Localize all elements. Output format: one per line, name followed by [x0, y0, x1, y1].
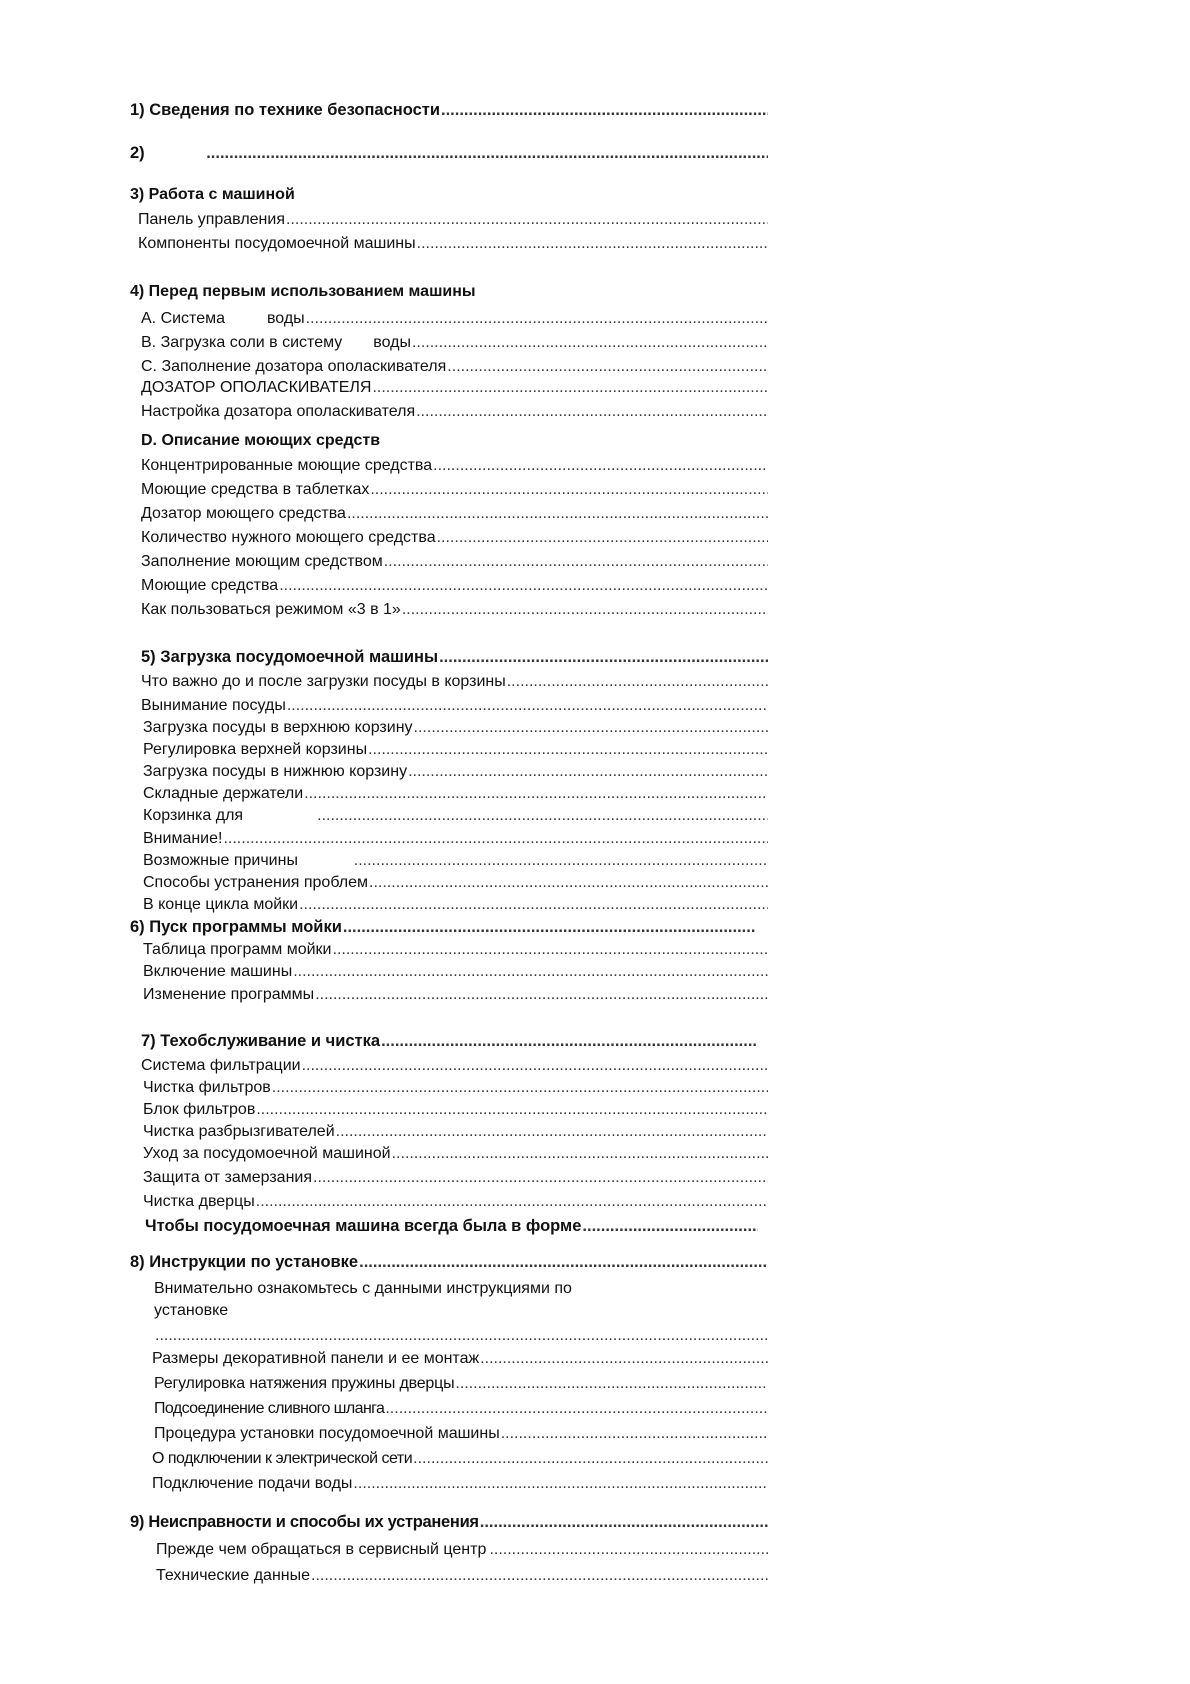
dot-leader — [385, 1399, 768, 1419]
toc-section-6-label: 6) Пуск программы мойки — [130, 918, 342, 936]
dot-leader — [433, 456, 768, 476]
dot-leader — [354, 851, 768, 871]
toc-section-3[interactable] — [130, 185, 295, 205]
dot-leader — [343, 917, 755, 937]
dot-leader — [447, 357, 768, 377]
dot-leader — [306, 309, 768, 329]
toc-item[interactable] — [138, 234, 768, 254]
toc-item-label: Загрузка посуды в верхнюю корзину — [143, 719, 413, 736]
dot-leader — [384, 552, 768, 572]
toc-item-label: Чистка фильтров — [143, 1079, 271, 1096]
toc-item[interactable] — [141, 402, 768, 422]
toc-item[interactable] — [141, 672, 768, 692]
toc-item-multiline-cont — [154, 1301, 228, 1321]
dot-leader — [317, 806, 768, 826]
toc-item-label: Подсоединение сливного шланга — [154, 1400, 385, 1417]
toc-item-label: В конце цикла мойки — [143, 896, 299, 913]
dot-leader — [381, 1031, 758, 1051]
dot-leader — [286, 210, 768, 230]
toc-item[interactable] — [141, 378, 768, 398]
dot-leader — [302, 1056, 768, 1076]
toc-section-9-label: 9) Неисправности и способы их устранения — [130, 1513, 479, 1531]
toc-item-label-cont: воды — [266, 310, 305, 327]
toc-item[interactable] — [143, 962, 768, 982]
toc-item[interactable] — [143, 873, 768, 893]
toc-item-label: A. Система — [141, 310, 225, 327]
toc-item[interactable] — [143, 1078, 768, 1098]
toc-section-6[interactable] — [130, 917, 755, 937]
dot-leader — [336, 1122, 768, 1142]
toc-item[interactable] — [143, 940, 768, 960]
toc-item[interactable] — [156, 1540, 768, 1560]
toc-item[interactable] — [141, 552, 768, 572]
toc-item[interactable] — [154, 1374, 768, 1394]
dot-leader — [480, 1349, 768, 1369]
toc-section-3-label: 3) Работа с машиной — [130, 186, 295, 203]
toc-item[interactable] — [143, 784, 768, 804]
toc-subsection-d[interactable] — [141, 431, 380, 451]
toc-section-1[interactable] — [130, 100, 768, 120]
dot-leader — [370, 480, 768, 500]
toc-item-label-cont: установке — [154, 1302, 229, 1319]
toc-item[interactable] — [141, 600, 768, 620]
toc-section-7-label: 7) Техобслуживание и чистка — [141, 1032, 381, 1050]
dot-leader — [414, 718, 768, 738]
dot-leader — [256, 1100, 768, 1120]
toc-item[interactable] — [143, 985, 768, 1005]
dot-leader — [507, 672, 768, 692]
toc-item[interactable] — [143, 718, 768, 738]
toc-section-8[interactable] — [130, 1252, 768, 1272]
toc-section-9[interactable] — [130, 1512, 768, 1532]
toc-item-label: Чистка разбрызгивателей — [143, 1123, 335, 1140]
toc-item-label: Процедура установки посудомоечной машины — [154, 1425, 500, 1442]
toc-item-label: Концентрированные моющие средства — [141, 457, 433, 474]
toc-item[interactable] — [141, 357, 768, 377]
toc-item[interactable] — [152, 1474, 768, 1494]
toc-item-label-cont: воды — [373, 334, 411, 351]
toc-item-label: Что важно до и после загрузки посуды в корзины — [141, 673, 506, 690]
dot-leader — [347, 504, 768, 524]
toc-item[interactable] — [141, 456, 768, 476]
toc-item-label: Таблица программ мойки — [143, 941, 332, 958]
toc-item[interactable] — [141, 309, 768, 329]
dot-leader — [439, 647, 768, 667]
toc-item[interactable] — [143, 1100, 768, 1120]
toc-item[interactable] — [141, 696, 768, 716]
toc-item-leader-row — [154, 1326, 768, 1346]
toc-item[interactable] — [154, 1424, 768, 1444]
toc-section-1-label: 1) Сведения по технике безопасности — [130, 101, 441, 119]
dot-leader — [353, 1474, 768, 1494]
toc-item-label: Корзинка для — [143, 807, 244, 824]
toc-item-label: Изменение программы — [143, 986, 315, 1003]
toc-section-2-label: 2) — [130, 144, 145, 162]
dot-leader — [480, 1512, 768, 1532]
toc-item-label: Панель управления — [138, 211, 285, 228]
dot-leader — [372, 378, 768, 398]
toc-item[interactable] — [143, 1144, 768, 1164]
dot-leader — [272, 1078, 768, 1098]
toc-item[interactable] — [143, 895, 768, 915]
dot-leader — [455, 1374, 768, 1394]
toc-item[interactable] — [143, 1168, 768, 1188]
dot-leader — [256, 1192, 768, 1212]
toc-item[interactable] — [141, 480, 768, 500]
toc-item[interactable] — [138, 210, 768, 230]
toc-item[interactable] — [154, 1399, 768, 1419]
toc-item-label: Заполнение моющим средством — [141, 553, 383, 570]
toc-item-label: Размеры декоративной панели и ее монтаж — [152, 1350, 480, 1367]
toc-item[interactable] — [152, 1349, 768, 1369]
toc-section-2[interactable] — [130, 143, 768, 163]
dot-leader — [417, 234, 768, 254]
toc-item-label: Чистка дверцы — [143, 1193, 255, 1210]
dot-leader — [287, 696, 768, 716]
toc-item[interactable] — [143, 829, 768, 849]
toc-item[interactable] — [156, 1566, 768, 1586]
toc-item-label: Регулировка верхней корзины — [143, 741, 368, 758]
toc-item-label: Компоненты посудомоечной машины — [138, 235, 416, 252]
toc-section-4-label: 4) Перед первым использованием машины — [130, 283, 476, 300]
toc-item[interactable] — [141, 333, 768, 353]
toc-item[interactable] — [143, 740, 768, 760]
toc-item[interactable] — [152, 1449, 768, 1469]
dot-leader — [333, 940, 769, 960]
toc-item-label: Блок фильтров — [143, 1101, 256, 1118]
dot-leader — [413, 1449, 768, 1469]
dot-leader — [408, 762, 768, 782]
dot-leader — [392, 1144, 768, 1164]
dot-leader — [441, 100, 768, 120]
dot-leader — [304, 784, 768, 804]
dot-leader — [402, 600, 768, 620]
dot-leader — [437, 528, 768, 548]
toc-item-label: Чтобы посудомоечная машина всегда была в форме — [145, 1217, 582, 1235]
dot-leader — [369, 873, 768, 893]
toc-item-label: Как пользоваться режимом «3 в 1» — [141, 601, 401, 618]
toc-item[interactable] — [141, 528, 768, 548]
dot-leader — [299, 895, 768, 915]
dot-leader — [582, 1216, 758, 1236]
toc-item-label: О подключении к электрической сети — [152, 1450, 413, 1467]
toc-item[interactable] — [143, 806, 768, 826]
dot-leader — [279, 576, 768, 596]
toc-item-label: Регулировка натяжения пружины дверцы — [154, 1375, 455, 1392]
toc-section-4[interactable] — [130, 282, 476, 302]
toc-item-label: Настройка дозатора ополаскивателя — [141, 403, 416, 420]
dot-leader — [313, 1168, 768, 1188]
toc-item-label: Внимательно ознакомьтесь с данными инструкциями по — [154, 1280, 572, 1297]
toc-section-8-label: 8) Инструкции по установке — [130, 1253, 359, 1271]
dot-leader — [501, 1424, 768, 1444]
toc-item-label: Прежде чем обращаться в сервисный центр — [156, 1541, 487, 1558]
toc-item-label: Дозатор моющего средства — [141, 505, 346, 522]
toc-item-label: Моющие средства в таблетках — [141, 481, 370, 498]
toc-item-label: Технические данные — [156, 1567, 311, 1584]
dot-leader — [412, 333, 768, 353]
toc-item-label: Количество нужного моющего средства — [141, 529, 436, 546]
toc-item-label: Складные держатели — [143, 785, 304, 802]
toc-item-label: ДОЗАТОР ОПОЛАСКИВАТЕЛЯ — [141, 379, 372, 396]
toc-item-label: Моющие средства — [141, 577, 279, 594]
toc-item-label: Загрузка посуды в нижнюю корзину — [143, 763, 408, 780]
toc-subsection-d-label: D. Описание моющих средств — [141, 432, 381, 449]
toc-item-label: Вынимание посуды — [141, 697, 286, 714]
toc-item-label: Возможные причины — [143, 852, 298, 869]
dot-leader — [223, 829, 768, 849]
toc-item-label: Уход за посудомоечной машиной — [143, 1145, 391, 1162]
toc-item[interactable] — [143, 1192, 768, 1212]
dot-leader — [489, 1540, 768, 1560]
toc-item[interactable] — [143, 1122, 768, 1142]
toc-item[interactable] — [141, 1056, 768, 1076]
toc-item-label: Защита от замерзания — [143, 1169, 312, 1186]
dot-leader — [206, 143, 768, 163]
toc-item[interactable] — [141, 576, 768, 596]
toc-item-label: B. Загрузка соли в систему — [141, 334, 343, 351]
dot-leader — [311, 1566, 768, 1586]
dot-leader — [416, 402, 768, 422]
toc-item[interactable] — [143, 851, 768, 871]
toc-item-label: Способы устранения проблем — [143, 874, 369, 891]
toc-item-label: Внимание! — [143, 830, 223, 847]
toc-item-label: Подключение подачи воды — [152, 1475, 353, 1492]
toc-item-multiline[interactable] — [154, 1279, 572, 1299]
toc-section-7[interactable] — [141, 1031, 758, 1051]
dot-leader — [359, 1252, 768, 1272]
dot-leader — [368, 740, 768, 760]
dot-leader — [155, 1326, 768, 1346]
toc-item-bold[interactable] — [145, 1216, 758, 1236]
toc-item-label: Включение машины — [143, 963, 293, 980]
toc-section-5-label: 5) Загрузка посудомоечной машины — [141, 648, 439, 666]
toc-item-label: Система фильтрации — [141, 1057, 301, 1074]
toc-section-5[interactable] — [141, 647, 768, 667]
toc-item-label: C. Заполнение дозатора ополаскивателя — [141, 358, 447, 375]
toc-item[interactable] — [143, 762, 768, 782]
toc-item[interactable] — [141, 504, 768, 524]
dot-leader — [315, 985, 768, 1005]
dot-leader — [293, 962, 768, 982]
